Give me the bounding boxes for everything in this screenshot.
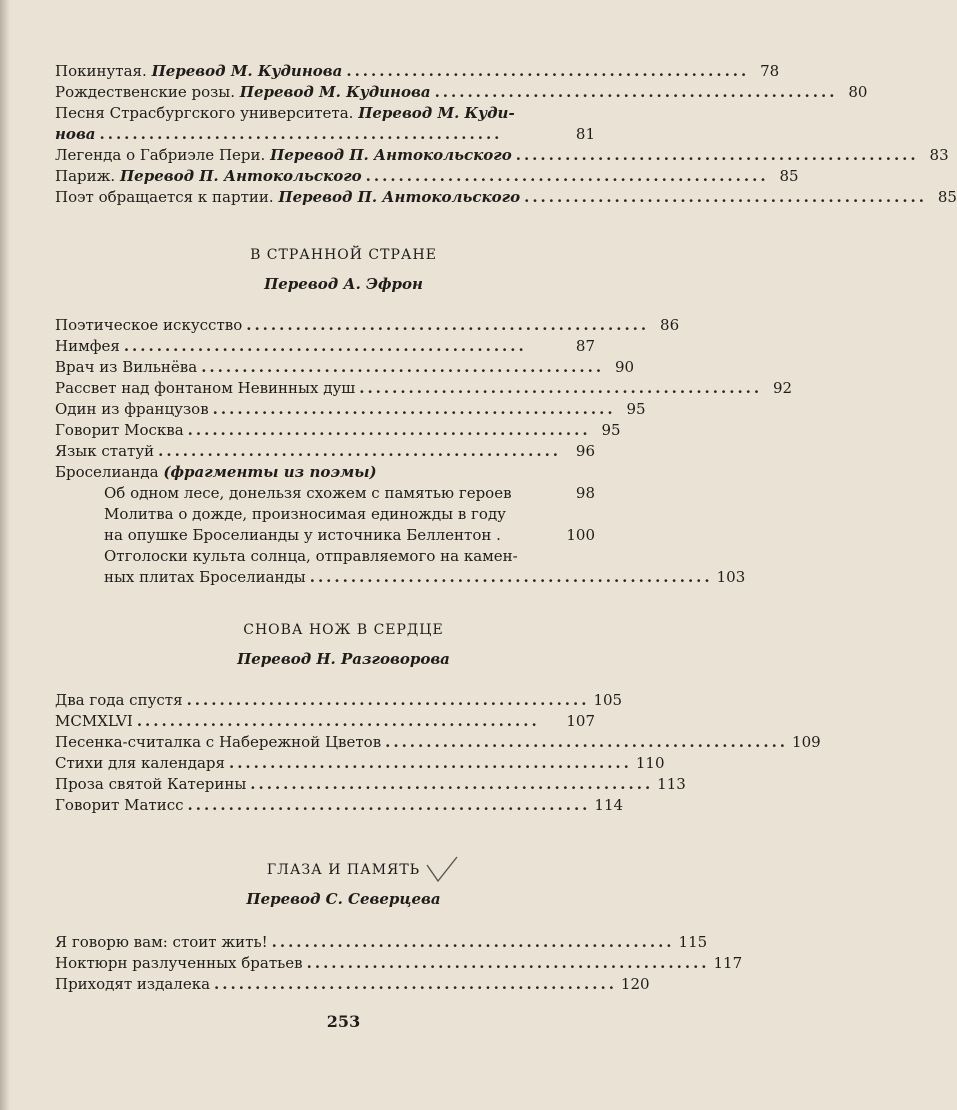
toc-entry: Приходят издалека ................................................. 120 — [55, 975, 650, 993]
toc-entry: Я говорю вам: стоит жить! ................................................. 115 — [55, 933, 708, 951]
toc-subentry: Отголоски культа солнца, отправляемого на камен- — [104, 547, 518, 565]
toc-subentry: Об одном лесе, донельзя схожем с памятью героев 98 — [104, 484, 595, 502]
toc-entry: Рождественские розы. Перевод М. Кудинова ................................................. 80 — [55, 83, 868, 101]
page-number: 253 — [326, 1012, 361, 1031]
toc-entry: Язык статуй ................................................. 96 — [55, 442, 595, 460]
toc-entry: Ноктюрн разлученных братьев ................................................. 117 — [55, 954, 743, 972]
toc-subentry: Молитва о дожде, произносимая единожды в году — [104, 505, 507, 523]
toc-entry: Стихи для календаря ................................................. 110 — [55, 754, 665, 772]
toc-entry: MCMXLVI ................................................. 107 — [55, 712, 595, 730]
toc-entry: Песенка-считалка с Набережной Цветов ................................................. 109 — [55, 733, 821, 751]
toc-entry: Покинутая. Перевод М. Кудинова ................................................. 78 — [55, 62, 780, 80]
toc-subentry: на опушке Броселианды у источника Беллентон . 100 — [104, 526, 595, 544]
section-translator: Перевод С. Северцева — [246, 890, 441, 908]
section-translator: Перевод Н. Разговорова — [237, 650, 450, 668]
toc-entry: Поэт обращается к партии. Перевод П. Антокольского ................................................. 85 — [55, 188, 957, 206]
toc-subentry: ных плитах Броселианды ................................................. 103 — [104, 568, 746, 586]
section-title: СНОВА НОЖ В СЕРДЦЕ — [243, 622, 444, 638]
section-translator: Перевод А. Эфрон — [264, 275, 423, 293]
toc-entry: Песня Страсбургского университета. Перевод М. Куди- — [55, 104, 515, 122]
toc-entry: Один из французов ................................................. 95 — [55, 400, 646, 418]
toc-entry: Поэтическое искусство ................................................. 86 — [55, 316, 680, 334]
toc-entry: Легенда о Габриэле Пери. Перевод П. Антокольского ................................................. 83 — [55, 146, 949, 164]
section-title: ГЛАЗА И ПАМЯТЬ — [266, 862, 421, 878]
toc-entry: Говорит Москва ................................................. 95 — [55, 421, 621, 439]
toc-entry: Врач из Вильнёва ................................................. 90 — [55, 358, 635, 376]
toc-entry: Париж. Перевод П. Антокольского ................................................. 85 — [55, 167, 799, 185]
toc-entry: Проза святой Катерины ................................................. 113 — [55, 775, 686, 793]
pencil-checkmark-icon — [424, 855, 460, 885]
page-edge-shadow — [0, 0, 10, 1110]
toc-entry: Нимфея ................................................. 87 — [55, 337, 595, 355]
section-title: В СТРАННОЙ СТРАНЕ — [250, 247, 437, 263]
toc-entry: Броселианда (фрагменты из поэмы) — [55, 463, 377, 481]
toc-entry: Два года спустя ................................................. 105 — [55, 691, 623, 709]
toc-entry: Рассвет над фонтаном Невинных душ ................................................. 92 — [55, 379, 793, 397]
toc-entry: нова ................................................. 81 — [55, 125, 595, 143]
toc-entry: Говорит Матисс ................................................. 114 — [55, 796, 624, 814]
